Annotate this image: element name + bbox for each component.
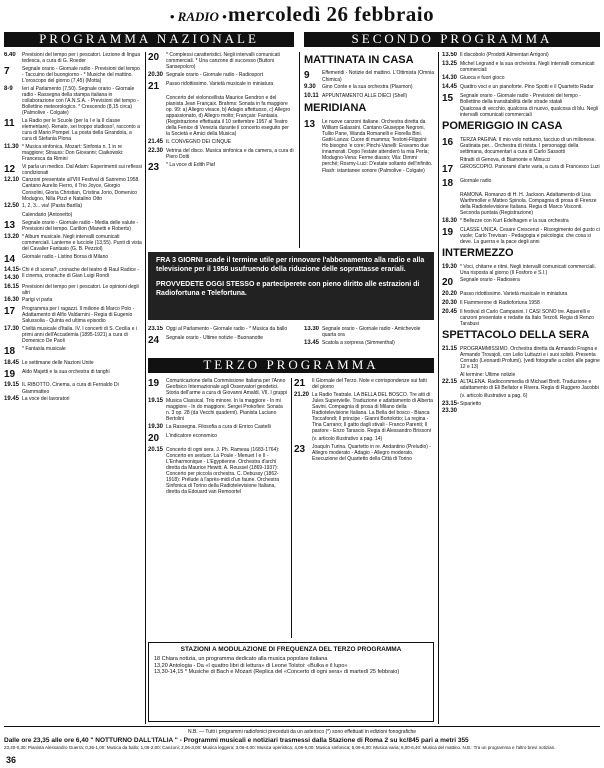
program-description: Segnale orario - Ultime notizie - Buonanotte (166, 334, 263, 341)
program-entry (4, 254, 142, 266)
column-terzo-1 (148, 378, 288, 638)
program-description: IL CONVEGNO DEI CINQUE (166, 138, 232, 145)
program-time: 19.30 (148, 423, 164, 430)
program-time: 23.15 (148, 326, 164, 332)
program-time: 21.20 (294, 391, 310, 398)
program-entry (294, 444, 434, 462)
program-entry (4, 52, 142, 64)
program-description: Calendario (Antonetto) (22, 212, 73, 219)
program-description: Al termine: Ultime notizie (460, 371, 516, 378)
program-description: Le settimane delle Nazioni Unite (22, 359, 94, 366)
program-description: La Radio per le Scuole (per la I e la II classe elementare). Renato, sei troppo studioso!, racconto a cura di Mario Pompei. La posta della Girandola, a cura di Stefania Plona (22, 117, 140, 142)
program-entry (4, 144, 142, 162)
program-time: 20.30 (148, 71, 164, 78)
footer-notturno-details: 23,40-0,30: Pianista Alessandro Guerra; 0,36-1,00: Musica da ballo; 1,06-2,00: Canzoni; 2,06-3,00: Musica leggera; 3,06-4,00: Musica operistica; 4,06-5,00: Musica sinfonica; 5,06-6,00: Musica varia; 6,00-6,40: Musica del mattino. N.B.: Tra un programma e l'altro brevi notiziari. (4, 745, 556, 751)
column-secondo-2 (442, 52, 600, 724)
program-description: Programma per i ragazzi. Il milione di Marco Polo - Adattamento di Alfio Valdarnini - Regia di Eugenio Salussolia - Quinta ed ultima episodio (22, 306, 135, 325)
column-divider (291, 378, 292, 638)
program-entry (304, 70, 434, 82)
program-description: Musica Classical. Trio minore. In la maggiore - In mi maggiore - In do maggiore. Sergei Prokofiev: Sonata n. 3 op. 28 (da Vecchi quaderni). Pianista Luciano Bertolini (166, 397, 283, 423)
program-description: * Album musicale. Negli intervalli comunicati commerciali. Lanterne e lucciole (13,55). Punti di vista del Cavalier Fantasio (G. B. Pezziol) (22, 233, 142, 252)
program-description: Le nuove canzoni italiane. Orchestra diretta da William Galassini. Cantano Giuseppe Negroni, Tullio Pane, Wanda Romanelli e Fiorella Bini. Gatti-Lanza: Cuore di mamma; Testoni-Filippini: Ho bisogno 'e core; Pinchi-Vanelli: Eravamo due innamorati. Dopo l'estate attenderò la mia Perla; Modugno-Vena: Ferme diasso; Vila: Dimmi perché; Rosmy-Luci: D'estate soltanto dell'infinito. Flash: istantanee sonore (Palmolive - Colgate) (322, 118, 433, 174)
program-description: Vetrina del disco. Musica sinfonica e da camera, a cura di Piero Dotti (166, 147, 294, 160)
program-description: * Complessi caratteristici. Negli intervalli comunicati commerciali. * Una canzone di successo (Buitoni Sansepolcro) (166, 52, 280, 71)
program-time: 14.30 (442, 74, 458, 81)
program-time: 7 (4, 65, 10, 77)
page-footer (4, 726, 600, 756)
day-title: mercoledì 26 febbraio (228, 2, 435, 26)
program-description: Siparietto (460, 400, 482, 407)
program-time: 24 (148, 334, 160, 346)
program-time: 13.30 (304, 326, 320, 332)
program-description: Oggi al Parlamento - Giornale radio - * Musica da ballo (166, 326, 288, 332)
section-heading: MATTINATA IN CASA (304, 54, 414, 66)
fm-stations-title: STAZIONI A MODULAZIONE DI FREQUENZA DEL TERZO PROGRAMMA (180, 646, 402, 653)
program-description: Civiltà musicale d'Italia. IV. I concerti di S. Cecilia e i primi anni dell'Accademia (1895-1921) a cura di Domenico De Paoli (22, 326, 137, 345)
program-time: 23.15-23.30 (442, 400, 460, 415)
program-entry (4, 234, 142, 252)
program-time: 19 (442, 226, 454, 238)
program-description: CLASSE UNICA. Cesare Crescenzi - Risorgimento del gusto ci vuole; Carlo Trevisan - Pedagogia e psicologia: che cosa si deve. La guerra e la pace degli anni (460, 226, 600, 246)
program-description: Passo ridottissimo. Varietà musicale in miniatura (460, 291, 568, 298)
program-time: 19 (148, 378, 160, 389)
program-time: 19 (4, 368, 16, 380)
program-description: APPUNTAMENTO ALLE DIECI (Shell) (322, 93, 408, 100)
program-entry (442, 401, 600, 416)
program-entry (4, 306, 142, 324)
program-time: 14.15-14.30 (4, 267, 22, 281)
program-entry (4, 267, 142, 282)
program-time: 22.30 (148, 147, 164, 154)
program-description: Effemeridi - Notizie del mattino. L'Ottimista (Omnia Chimica) (322, 70, 434, 83)
program-time: 20.15 (148, 446, 164, 453)
page-number: 36 (6, 755, 17, 765)
program-entry (442, 84, 600, 91)
column-terzo-2 (294, 378, 434, 638)
section-bar-terzo: TERZO PROGRAMMA (148, 358, 434, 373)
program-description: Segnale orario - Giornale radio - Previsioni del tempo - Taccuino del buongiorno - * Musiche del mattino. L'oroscopo del giorno (7,45) (Motta) (22, 65, 140, 84)
program-entry (148, 52, 294, 70)
program-entry (304, 93, 434, 100)
program-entry (304, 119, 434, 174)
program-description: Giornale radio - Listino Borsa di Milano (22, 253, 109, 260)
program-time: 19.15 (148, 397, 164, 404)
announcement-text-2: PROVVEDETE OGGI STESSO e parteciperete con pieno diritto alle estrazioni di Radiofortuna e Telefortuna. (156, 281, 420, 298)
column-divider (438, 52, 439, 724)
program-entry (4, 177, 142, 201)
program-description: Concerto di ogni sera. J. Ph. Rameau (1683-1764): Concerto en sextuor. La Poule - Menuet I e II - L'Enharmonique - L'Egyptienne. Orchestra d'archi diretta da Maurice Hewitt. A. Roussel (1869-1937): Concerto per piccola orchestra. C. Debussy (1862-1918): Prélude à l'après-midi d'un faune. Orchestra Sinfonica di Torino della Radiotelevisione Italiana, diretta da Edouard van Remoortel (166, 446, 280, 496)
program-entry (442, 372, 600, 378)
program-entry (442, 106, 600, 118)
program-time: 21 (294, 378, 306, 389)
program-time: 9 (304, 70, 310, 82)
program-entry (442, 300, 600, 307)
program-time: 13.45 (304, 339, 320, 346)
program-entry (4, 297, 142, 304)
program-description: Il discobolo (Prodotti Alimentari Arrigoni) (460, 52, 549, 58)
program-time: 15 (442, 92, 454, 104)
program-description: * Musica sinfonica. Mozart: Sinfonia n. 1 in re maggiore; Strauss: Don Giovanni; Ciaikowski: Francesca da Rimini (22, 143, 124, 162)
program-description: Il Fiammerone di Radiofortuna 1958 (460, 300, 540, 307)
column-nazionale-1 (4, 52, 142, 724)
section-heading: SPETTACOLO DELLA SERA (442, 329, 590, 342)
program-description: Il Giornale del Terzo. Note e corrispondenze sui fatti del giorno (312, 378, 427, 391)
program-entry (304, 340, 434, 347)
fm-stations-line-2: 13,20 Antologia - Da «I quattro libri di lettura» di Leone Tolstoi: «Bulka e il lupo» (154, 662, 348, 669)
program-description: Michel Legrand e la sua orchestra. Negli intervalli comunicati commerciali (460, 60, 595, 73)
program-description: Previsioni del tempo per i pescatori. Le opinioni degli altri (22, 283, 139, 296)
program-entry (442, 137, 600, 155)
program-entry (442, 178, 600, 190)
program-entry (442, 309, 600, 327)
program-entry (148, 139, 294, 146)
program-time: 11.30 (4, 143, 19, 150)
program-entry (4, 360, 142, 367)
program-time: 13.20 (4, 233, 20, 240)
program-time: 23 (294, 443, 306, 455)
program-description: Qualcosa di vecchio, qualcosa di nuovo, qualcosa di blu. Negli intervalli comunicati commerciali (460, 106, 599, 119)
program-entry (294, 436, 434, 442)
section-heading: MERIDIANA (304, 102, 367, 115)
program-time: 20.20 (442, 291, 458, 298)
program-entry (4, 164, 142, 176)
fm-stations-line-3: 13,30-14,15 * Musiche di Bach e Mozart (Replica del «Concerto di ogni sera» di martedì 25 febbraio) (154, 669, 400, 676)
program-entry (4, 212, 142, 218)
fm-stations-box (148, 642, 434, 722)
program-entry (4, 118, 142, 142)
program-time: 17 (4, 306, 16, 318)
program-description: Concerto del violoncellista Maurice Gendron e del pianista Jean Françaix. Brahms: Sonata in fa maggiore op. 99: a) Allegro vivace, b) Adagio affettuoso, c) Allegro appassionato, d) Allegro molto; Françaix: Fantasia. (Registrazione effettuata il 10 settembre 1957 al Teatro della Fenice di Venezia durante il concerto eseguito per la Società e Amici della Musica) (166, 94, 291, 138)
program-time: 21 (148, 80, 160, 92)
program-time: 18.45 (4, 359, 20, 366)
program-description: La Radio Teatrale. LA BELLA DEL BOSCO. Tre atti di Jules Supervielle. Traduzione e adattamento di Alberta Savini. Compagnia di prosa di Milano della Radiotelevisione Italiana. La Bella del bosco - Bianca Toccafondi; Il principe - Gianni Bortolotto; La regina - Tina Carrano; Il gatto dagli stivali - Franco Parenti; Il pastore - Enzo Tarascio. Regia di Alessandro Brissoni (312, 391, 433, 435)
program-time: 16.30 (4, 297, 20, 304)
program-entry (4, 86, 142, 116)
program-time (442, 192, 460, 216)
program-entry (442, 346, 600, 370)
program-time: 13 (4, 219, 16, 231)
program-description: Comunicazione della Commissione Italiana per l'Anno Geofisico Internazionale agli Osservatori geodetici. Storia dell'arme a cura di Giovanni Amaldi. VII. I gruppi (166, 378, 288, 397)
program-time: 18 (442, 178, 454, 190)
program-time: 20 (442, 277, 454, 289)
program-time: 14 (4, 253, 16, 265)
program-description: Chi è di scena?, cronache del teatro di Raul Radice - Il cinema, cronache di Gian Luigi Rondi (22, 267, 140, 280)
program-time: 18.30 (442, 217, 458, 224)
program-entry (4, 66, 142, 84)
program-description: IL RIBOTTO. Cinema, a cura di Fernaldo Di Giammatteo (22, 382, 119, 395)
column-secondo-1-late (304, 326, 434, 352)
program-description: Vi parla un medico. Dal Adam: Esperimenti sui reflessi condizionati (22, 163, 142, 176)
program-description: La voce dei lavoratori (22, 396, 70, 403)
program-description: Il festival di Carlo Campanini. I CASI SONO tre. Aquerelli e canzoni presentate e redatte da Italo Terzoli. Regia di Renzo Tarabusi (460, 308, 594, 328)
program-description: Quattro voci e un pianoforte. Pino Spotti e il Quartetto Radar (460, 83, 594, 90)
program-time: 16.15 (4, 283, 20, 290)
program-entry (442, 264, 600, 276)
program-entry (148, 433, 288, 445)
program-entry (442, 75, 600, 82)
program-description: (v. articolo illustrativo a pag. 6) (460, 393, 528, 400)
program-entry (442, 227, 600, 245)
program-time (442, 393, 460, 399)
program-entry (4, 346, 142, 358)
program-entry (442, 277, 600, 289)
program-time (294, 436, 312, 442)
program-time: 22.15 (442, 379, 458, 386)
program-time: 20 (148, 52, 160, 63)
program-time: 9.30 (304, 84, 316, 91)
program-description: * Fantasia musicale (22, 346, 66, 352)
program-time (442, 372, 460, 378)
fm-stations-line-1: 18 Chiara notizia, un programma dedicato alla musica popolare italiana (154, 655, 328, 662)
program-description: Segnale orario - Giornale radio - Previsioni del tempo - Bollettino della transitabilità delle strade statali (460, 92, 581, 105)
program-description: Passo ridottissimo. Varietà musicale in miniatura (166, 80, 274, 87)
program-time: 12.10 (4, 177, 20, 184)
program-time: 21.15 (442, 345, 458, 352)
program-time: 12.50 (4, 203, 20, 210)
program-time (4, 212, 22, 218)
program-entry (442, 291, 600, 298)
program-entry (148, 398, 288, 422)
program-entry (442, 157, 600, 163)
program-entry (148, 95, 294, 138)
program-description: * Bellezze con Kurt Edelhagen e la sua orchestra (460, 217, 569, 224)
program-description: TERZA PAGINA. Il mio volo notturno, tacciuo di un milionese. Gratinata per... Orchestra di rivista. I personaggi della settimana, documentari a cura di Carlo Sassotti (460, 136, 596, 156)
program-time: 8-9 (4, 85, 13, 92)
program-time: 6.40 (4, 52, 16, 58)
program-time: 13 (304, 118, 316, 130)
program-description: L'indicatore economico (166, 432, 217, 439)
announcement-text-1: FRA 3 GIORNI scade il termine utile per rinnovare l'abbonamento alla radio e alla televisione per il 1958 usufruendo della riduzione delle soprattasse erariali. (156, 257, 425, 274)
program-entry (4, 220, 142, 232)
footer-note: N.B. — Tutti i programmi radiofonici preceduti da un asterisco (*) sono effettuati in edizioni fonografiche (187, 729, 417, 735)
program-description: (v. articolo illustrativo a pag. 14) (312, 436, 383, 443)
program-description: Segnale orario - Giornale radio - Media delle valute - Previsioni del tempo. Carillon (Manetti e Roberts) (22, 219, 139, 232)
program-entry (442, 218, 600, 225)
program-time: 14.45 (442, 83, 458, 90)
subscription-announcement (148, 252, 434, 320)
program-time: 20 (148, 432, 160, 444)
program-entry (442, 93, 600, 105)
program-time (148, 95, 166, 138)
program-time: 10.11 (304, 93, 319, 100)
program-entry (304, 84, 434, 91)
program-entry (4, 326, 142, 344)
program-description: Canzoni presentate all'VIII Festival di Sanremo 1958. Cantano Aurelio Fierro, il Trio Joyce, Giorgio Consolini, Gloria Christian, Cristina Jorio, Domenico Modugno, Nilla Pizzi e Natalino Otto (22, 177, 140, 202)
program-entry (148, 378, 288, 396)
program-entry (148, 162, 294, 174)
program-time: 19.15 (4, 382, 20, 389)
column-nazionale-2 (148, 52, 294, 248)
program-entry (294, 392, 434, 435)
program-description: PROGRAMMISSIMO. Orchestra diretta da Armando Fragna e Armando Trovajoli, con Lelio Luttazzi e i suoi solisti. Presenta Corrado (Leonardi Profumi). (vedi fotografie a colori alle pagine 12 e 13) (460, 345, 600, 370)
program-description: * La voce di Edith Piaf (166, 161, 215, 168)
column-secondo-1 (304, 52, 434, 252)
program-time: 11 (4, 117, 15, 129)
program-description: Parigi vi parla (22, 297, 53, 304)
program-description: Giuoca e fuori gioco (460, 74, 505, 81)
program-entry (4, 203, 142, 210)
program-description: Segnale orario - Giornale radio - Radiosport (166, 71, 263, 78)
program-time: 13.25 (442, 60, 458, 67)
program-description: Aldo Majetti e la sua orchestra di tanghi (22, 368, 110, 375)
program-entry (442, 393, 600, 399)
program-description: La Rassegna. Filosofia a cura di Enrico Castelli (166, 423, 271, 430)
program-time: 19.30 (442, 263, 458, 270)
program-entry (304, 326, 434, 338)
program-entry (4, 396, 142, 403)
section-heading: POMERIGGIO IN CASA (442, 120, 563, 133)
section-bar-nazionale: PROGRAMMA NAZIONALE (4, 32, 294, 47)
section-heading: INTERMEZZO (442, 247, 514, 260)
footer-notturno-line: Dalle ore 23,35 alle ore 6,40 " NOTTURNO DALL'ITALIA " - Programmi musicali e notiziari trasmessi dalla Stazione di Roma 2 su kc/845 pari a metri 355 (4, 737, 469, 745)
program-description: Giornale radio (460, 178, 492, 185)
program-description: * Voci, chitarre e ritmi. Negli intervalli comunicati commerciali. Una risposta al giorno (Il Fosforo e S.I.) (460, 263, 596, 276)
radio-listings-page (4, 2, 600, 766)
program-entry (148, 72, 294, 79)
program-time: 12 (4, 163, 16, 175)
column-divider (299, 52, 300, 248)
program-time: 16 (442, 136, 454, 148)
program-entry (148, 81, 294, 93)
program-description: GIROSCOPIO. Panorami d'arte varia, a cura di Francesco Luzi (460, 164, 600, 171)
program-entry (148, 447, 288, 496)
program-description: Scatola a sorpresa (Simmenthal) (322, 339, 395, 346)
program-entry (442, 379, 600, 391)
column-divider (145, 52, 146, 724)
section-bar-secondo: SECONDO PROGRAMMA (304, 32, 600, 47)
program-entry (148, 424, 288, 431)
program-entry (4, 369, 142, 381)
program-time: 20.30 (442, 300, 458, 307)
program-description: Ritratti di Genova, di Biamonte e Minucci (460, 156, 551, 163)
program-time: 20.45 (442, 308, 458, 315)
program-entry (148, 148, 294, 160)
program-description: RAMONA. Romanzo di H. H. Jackson. Adattamento di Lisa Warthmoller e Matteo Spinola. Compagnia di prosa di Firenze della Radiotelevisione Italiana. Regia di Marco Visconti. Seconda puntata (Registrazione) (460, 192, 597, 217)
program-time: 19.45 (4, 396, 20, 403)
program-time: 18 (4, 346, 16, 357)
program-description: 1, 2, 3... via! (Pasta Barilla) (22, 203, 83, 210)
page-header (4, 2, 600, 32)
program-time (442, 157, 460, 163)
program-entry (442, 52, 600, 59)
program-entry (442, 164, 600, 176)
program-entry (442, 192, 600, 216)
brand-label: • RADIO • (169, 9, 227, 24)
program-description: Previsioni del tempo per i pescatori. Lezione di lingua tedesca, a cura di G. Roeder (22, 52, 141, 65)
program-time: 17.30 (4, 326, 20, 333)
program-entry (148, 335, 294, 347)
program-description: ALTALENA. Radiocommedia di Michael Brett. Traduzione e adattamento di Eli Bellator e Rivera. Regia di Ruggero Jacobbi (460, 379, 599, 392)
column-nazionale-2-late (148, 326, 294, 352)
program-description: Ieri al Parlamento (7,50). Segnale orario - Giornale radio - Rassegna della stampa italiana in collaborazione con l'A.N.S.A. - Previsioni del tempo - Bollettino meteorologico. * Crescendo (8,15 circa) (Palmolive - Colgate) (22, 85, 139, 117)
program-time: 23 (148, 161, 160, 173)
program-time: 13.50 (442, 52, 458, 58)
program-description: Joaquín Turina. Quartetto in re. Andantino (Preludio) - Allegro moderato - Adagio - Allegro moderato. Esecuzione del Quartetto della Città di Torino (312, 443, 431, 462)
program-entry (294, 378, 434, 390)
program-entry (148, 326, 294, 333)
program-description: Gino Conte e la sua orchestra (Plasmon) (322, 84, 413, 91)
program-description: Segnale orario - Radiosera (460, 277, 520, 284)
program-time: 21.45 (148, 138, 164, 145)
program-entry (442, 61, 600, 73)
program-time: 17 (442, 164, 454, 176)
program-description: Segnale orario - Giornale radio - Amichevole quarta ora (322, 326, 421, 339)
program-entry (4, 284, 142, 296)
program-time (442, 106, 460, 118)
program-entry (4, 382, 142, 394)
